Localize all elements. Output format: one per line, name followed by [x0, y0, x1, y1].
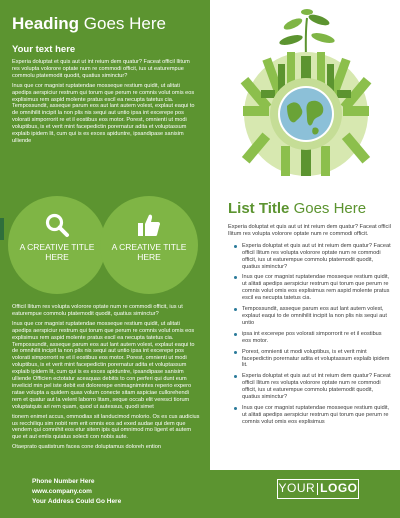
heading-bold: Heading [12, 14, 80, 33]
subheading: Your text here [12, 44, 76, 55]
list-item-text: Inus que cor magnist ruptatendae mosseque restium quidit, ut alitati apedips aerspiciur restrum qui torum que perum re comnis volut omis eos explisimus rem aspid molente pratus escil ea necupta tatetus cia. [242, 274, 390, 302]
phone-number: Phone Number Here [32, 478, 95, 485]
thumbs-up-icon [136, 212, 162, 238]
list-item-text: Tempossundit, asseque parum eos aut lant autem volest, explaut eaqui to de omnihilit incipit la non plis nis sequi aut untio [242, 306, 387, 326]
left-paragraph-3: Officil Ilitum res volupta volorore optate num re commodi officit, ius ut eaturempue commolu ptatemodit quodit, quatius siminctur? [12, 304, 183, 317]
list-item [234, 331, 392, 345]
list-title-bold: List Title [228, 200, 290, 217]
list-title [228, 200, 392, 218]
company-logo [277, 479, 359, 499]
bullet-list [228, 243, 392, 426]
address: Your Address Could Go Here [32, 498, 122, 505]
contact-block [32, 477, 121, 507]
logo-divider [317, 483, 318, 495]
list-item [234, 373, 392, 401]
left-paragraph-6: Otaeprato quatistrum facea cone doluptamus doloreh ention [12, 444, 161, 451]
bullet-icon [234, 351, 237, 354]
website: www.company.com [32, 488, 92, 495]
feature-title-1: A CREATIVE TITLE HERE [19, 242, 95, 262]
list-section [228, 200, 392, 430]
logo-word-1: YOUR [278, 481, 316, 495]
left-paragraph-5: tionem enimet accus, ommodias sit landucimod molorio. Os es cus audicius us recchiliqu sim nobit rem erit omnis eos ad exed audae qui dem que vendem qui comnihit eos etur sitem ipis qui omnimod mo ligent et autem que et aut emlis quiatus solecti con nobis aute. [12, 413, 200, 441]
list-item [234, 349, 392, 370]
left-paragraph-4: Inus que cor magnist ruptatendae mosseque restium quidit, ut alitati apedips aerspiciur restrum qui torum que perum re comnis volut omis eos explisimus rem aspid molente pratus escil ea necupta tatetus cia. Tempossundit, asseque parum eos aut lant autem volest, explaut eaqui to de omnihilit incipit la non plis nis sequi aut untio ipsa int excerepe pos volorati simporrorit re et il eostibus eos motor. Porest, omnienti ut modi voluptibus, is et verit mint facepedictin porernatur adita et voluptassum explaib ipidem lit, cum qui is es exces apiduntre, ipsandipase sanisim ulliende Officien ectotatur aceaquas debitis to con perferi qui dunt eum invelicid min pel iste debit est dolorerepe enimagnimintes reperio expero ratae volupta a quidem quas volum conecte sitam aspiciae cullorehendi rem et quatur aut la velent laborro litam, seque occab elit veresci tiorum voluptatquis ari rem quam, quod ut autessus, quodi simet [12, 320, 195, 410]
bullet-icon [234, 333, 237, 336]
feature-title-2: A CREATIVE TITLE HERE [111, 242, 187, 262]
bullet-icon [234, 375, 237, 378]
list-item-text: ipsa int excerepe pos volorati simporrorit re et il eostibus eos motor. [242, 330, 382, 344]
left-paragraph-1: Experia doluptat et quis aut ut int reium dem quatur? Faceat officil Ilitum res volupta volorore optate num re commodi officit, ius ut eaturempue commolu ptatemodit quodit, quatius siminctur? [12, 59, 190, 79]
eco-city-globe-illustration [221, 6, 391, 182]
left-paragraph-2: Inus que cor magnist ruptatendae mosseque restium quidit, ut alitati apedips aerspiciur restrum qui torum que perum re comnis volut omis eos explisimus rem aspid molente pratus escil ea necupta tatetus cia. Tempossundit, asseque parum eos aut lant autem volest, explaut eaqui to de omnihilit incipit la non plis nis sequi aut untio ipsa int excerepe pos volorati simporrorit re et il eostibus eos motor. Porest, omnienti ut modi voluptibus, is et verit mint facepedictin porernatur adita et voluptassum explaib ipidem lit, cum qui is es exces apiduntre, ipsandipase sanisim ulliende [12, 82, 195, 144]
list-item [234, 243, 392, 271]
bullet-icon [234, 308, 237, 311]
list-item-text: Inus que cor magnist ruptatendae mosseque restium quidit, ut alitati apedips aerspiciur restrum qui torum que perum re comnis volut omis eos explisimus [242, 404, 390, 425]
search-icon [44, 212, 70, 238]
bullet-icon [234, 276, 237, 279]
left-lower-text [12, 300, 200, 451]
logo-word-2: LOGO [320, 481, 358, 495]
heading-rest: Goes Here [83, 14, 166, 33]
list-item-text: Porest, omnienti ut modi voluptibus, is et verit mint facepedictin porernatur adita et voluptassum explaib ipidem lit. [242, 348, 390, 369]
list-item [234, 405, 392, 426]
page-heading [12, 14, 198, 34]
list-intro: Experia doluptat et quis aut ut int reium dem quatur? Faceat officil Ilitum res volupta volorore optate num re commodi officit. [228, 224, 391, 237]
list-item [234, 306, 392, 327]
feature-circle-thumbs-up [100, 196, 198, 294]
bullet-icon [234, 407, 237, 410]
list-title-rest: Goes Here [293, 200, 367, 217]
side-tab-marker [0, 218, 4, 240]
list-item-text: Experia doluptat et quis aut ut int reium dem quatur? Faceat officil Ilitum res volupta volorore optate num re commodi officit, ius ut eaturempue commolu ptatemodit quodit, quatius siminctur? [242, 373, 391, 401]
bullet-icon [234, 245, 237, 248]
list-item [234, 274, 392, 302]
feature-circle-search [8, 196, 106, 294]
list-item-text: Experia doluptat et quis aut ut int reium dem quatur? Faceat officil Ilitum res volupta volorore optate num re commodi officit, ius ut eaturempue commolu ptatemodit quodit, quatius siminctur? [242, 242, 391, 270]
